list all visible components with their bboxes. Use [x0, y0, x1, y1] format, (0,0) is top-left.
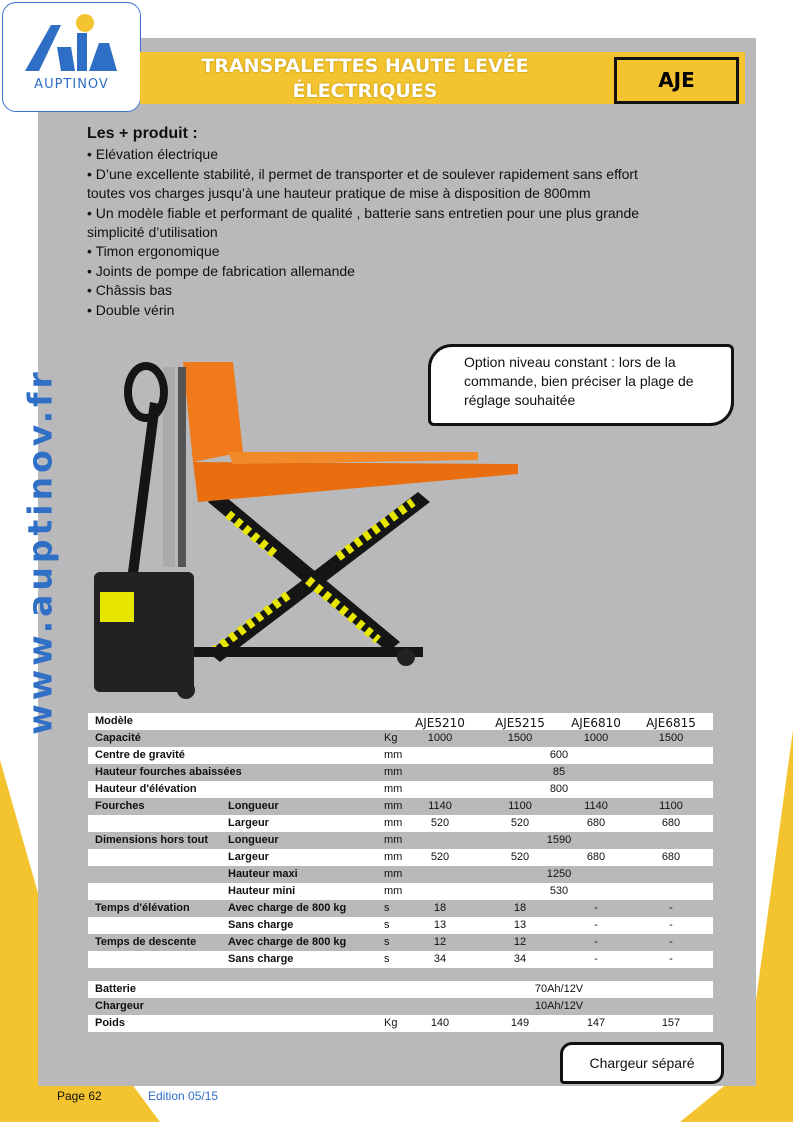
row-unit: mm: [384, 783, 403, 795]
table-row: [88, 1015, 713, 1032]
table-row: [88, 832, 713, 849]
table-row: [88, 981, 713, 998]
auptinov-logo-icon: [3, 3, 140, 83]
row-value: 1500: [658, 732, 684, 744]
row-label: Dimensions hors tout: [95, 834, 209, 846]
row-sublabel: Largeur: [228, 817, 269, 829]
scissor-lift-icon: [177, 492, 430, 699]
table-header-label: Modèle: [95, 715, 133, 727]
row-value: 1000: [583, 732, 609, 744]
table-row: [88, 781, 713, 798]
row-sublabel: Sans charge: [228, 919, 294, 931]
row-value: 140: [430, 1017, 450, 1029]
feature-item: • Joints de pompe de fabrication allemande: [87, 262, 355, 279]
row-value: -: [669, 902, 673, 914]
row-value: 13: [433, 919, 447, 931]
row-label: Temps d'élévation: [95, 902, 190, 914]
row-unit: mm: [384, 749, 403, 761]
row-sublabel: Hauteur maxi: [228, 868, 298, 880]
row-value: -: [669, 936, 673, 948]
table-row: [88, 998, 713, 1015]
battery-box-icon: [94, 572, 194, 692]
row-value: 680: [661, 851, 681, 863]
row-value: 1500: [507, 732, 533, 744]
row-unit: s: [384, 902, 390, 914]
row-value: 12: [513, 936, 527, 948]
row-unit: mm: [384, 834, 403, 846]
row-value: 680: [661, 817, 681, 829]
brand-logo: [2, 2, 141, 112]
row-value: 1100: [659, 800, 683, 812]
table-row: [88, 866, 713, 883]
features-list: [87, 124, 727, 320]
row-value: 520: [430, 817, 450, 829]
row-value: -: [594, 902, 598, 914]
row-unit: s: [384, 919, 390, 931]
row-label: Hauteur fourches abaissées: [95, 766, 242, 778]
row-value: 18: [513, 902, 527, 914]
table-row: [88, 764, 713, 781]
row-label: Capacité: [95, 732, 141, 744]
table-row: [88, 798, 713, 815]
row-value: 34: [433, 953, 447, 965]
feature-item: • D’une excellente stabilité, il permet de transporter et de soulever rapidement sans effort: [87, 165, 638, 182]
option-note-text: Option niveau constant : lors de la commande, bien préciser la plage de réglage souhaitée: [464, 354, 694, 408]
table-row: [88, 934, 713, 951]
row-value: 147: [586, 1017, 606, 1029]
table-row: [88, 815, 713, 832]
row-label: Temps de descente: [95, 936, 197, 948]
row-sublabel: Largeur: [228, 851, 269, 863]
row-label: Poids: [95, 1017, 125, 1029]
row-value: 12: [433, 936, 447, 948]
row-value-merged: 1250: [546, 868, 572, 880]
row-sublabel: Longueur: [228, 834, 279, 846]
row-value-merged: 10Ah/12V: [534, 1000, 584, 1012]
page-number: Page 62: [57, 1089, 102, 1103]
table-row: [88, 747, 713, 764]
charger-note: Chargeur séparé: [560, 1042, 724, 1084]
row-value-merged: 1590: [546, 834, 572, 846]
model-column-header: AJE6815: [646, 716, 696, 730]
feature-item: toutes vos charges jusqu’à une hauteur pratique de mise à disposition de 800mm: [87, 185, 591, 202]
table-row: [88, 730, 713, 747]
row-value: 1100: [508, 800, 532, 812]
model-column-header: AJE6810: [571, 716, 621, 730]
table-row: [88, 917, 713, 934]
row-value-merged: 800: [549, 783, 569, 795]
feature-item: simplicité d’utilisation: [87, 224, 218, 241]
website-text: www.auptinov.fr: [20, 368, 60, 735]
feature-item: • Un modèle fiable et performant de qualité , batterie sans entretien pour une plus grande: [87, 204, 640, 221]
row-value: 18: [433, 902, 447, 914]
edition-label: Edition 05/15: [148, 1089, 219, 1103]
row-sublabel: Sans charge: [228, 953, 294, 965]
row-sublabel: Avec charge de 800 kg: [228, 902, 347, 914]
row-value: -: [594, 936, 598, 948]
row-unit: mm: [384, 766, 403, 778]
table-header-row: [88, 713, 713, 730]
row-label: Chargeur: [95, 1000, 144, 1012]
row-unit: mm: [384, 885, 403, 897]
spec-table: [88, 713, 713, 1032]
row-unit: mm: [384, 851, 403, 863]
fork-icon: [183, 362, 518, 502]
row-label: Hauteur d'élévation: [95, 783, 197, 795]
page-title-line2: ÉLECTRIQUES: [292, 80, 438, 102]
feature-item: • Double vérin: [87, 301, 175, 318]
row-value: 149: [510, 1017, 530, 1029]
table-row: [88, 900, 713, 917]
row-value: 520: [510, 851, 530, 863]
model-column-header: AJE5210: [415, 716, 465, 730]
row-value-merged: 530: [549, 885, 569, 897]
row-value: 680: [586, 851, 606, 863]
page-title-line1: TRANSPALETTES HAUTE LEVÉE: [201, 55, 529, 77]
handle-icon: [128, 366, 164, 574]
page-title: [180, 54, 550, 104]
feature-item: • Châssis bas: [87, 282, 173, 299]
row-label: Fourches: [95, 800, 145, 812]
row-value: 1140: [428, 800, 452, 812]
row-unit: mm: [384, 800, 403, 812]
row-value: 1140: [584, 800, 608, 812]
feature-item: • Timon ergonomique: [87, 243, 220, 260]
row-value: 1000: [427, 732, 453, 744]
row-value: 520: [510, 817, 530, 829]
row-sublabel: Hauteur mini: [228, 885, 296, 897]
row-label: Batterie: [95, 983, 136, 995]
table-row: [88, 883, 713, 900]
row-sublabel: Longueur: [228, 800, 279, 812]
features-heading: Les + produit :: [87, 125, 198, 142]
row-value: -: [594, 919, 598, 931]
row-sublabel: Avec charge de 800 kg: [228, 936, 347, 948]
brand-name: AUPTINOV: [34, 77, 109, 92]
row-value: 680: [586, 817, 606, 829]
row-value-merged: 85: [552, 766, 566, 778]
row-unit: s: [384, 953, 390, 965]
row-value: 34: [513, 953, 527, 965]
row-unit: Kg: [384, 732, 398, 744]
table-row: [88, 849, 713, 866]
row-value: 157: [661, 1017, 681, 1029]
row-value-merged: 600: [549, 749, 569, 761]
row-unit: mm: [384, 817, 403, 829]
row-value-merged: 70Ah/12V: [534, 983, 584, 995]
row-unit: mm: [384, 868, 403, 880]
product-code-badge: AJE: [614, 57, 739, 104]
row-value: 520: [430, 851, 450, 863]
row-unit: Kg: [384, 1017, 398, 1029]
pallet-truck-illustration: [88, 352, 528, 712]
table-row: [88, 951, 713, 968]
model-column-header: AJE5215: [495, 716, 545, 730]
row-label: Centre de gravité: [95, 749, 185, 761]
row-value: -: [669, 919, 673, 931]
row-unit: s: [384, 936, 390, 948]
row-value: -: [594, 953, 598, 965]
feature-item: • Elévation électrique: [87, 146, 218, 163]
row-value: 13: [513, 919, 527, 931]
row-value: -: [669, 953, 673, 965]
